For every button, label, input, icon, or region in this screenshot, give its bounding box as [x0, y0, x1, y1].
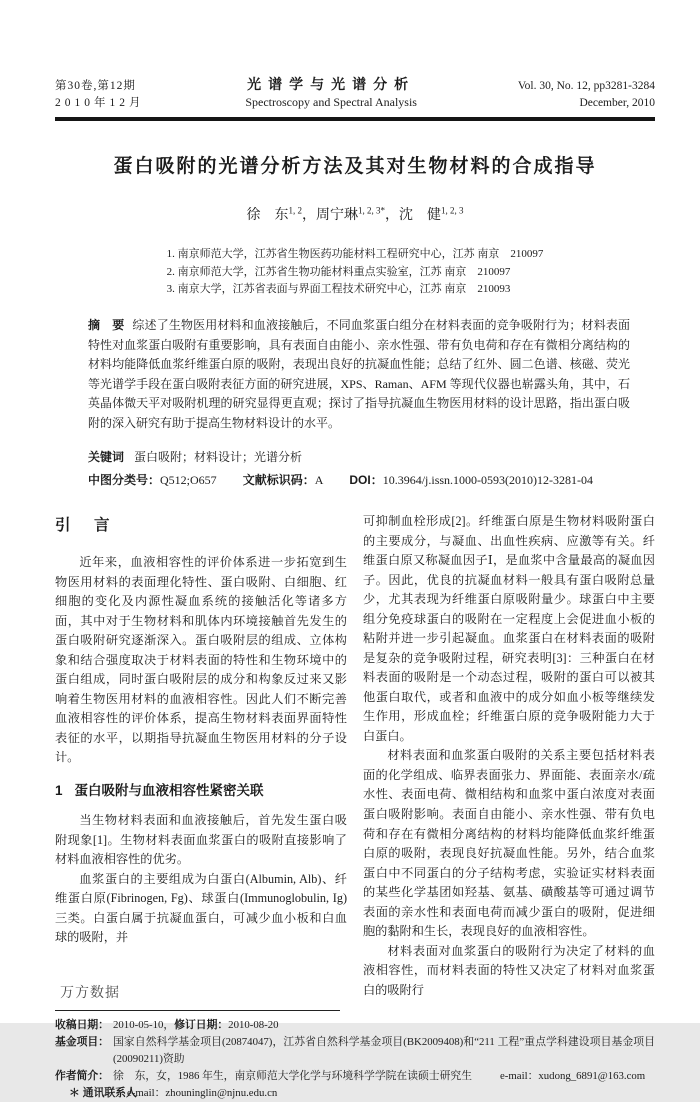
body-paragraph: 血浆蛋白的主要组成为白蛋白(Albumin, Alb)、纤维蛋白原(Fibrinogen, Fg)、球蛋白(Immunoglobulin, Ig)三类。白蛋白属于抗凝血蛋白，可减少血小板和白血球的吸附，并 [55, 871, 347, 945]
author-separator: ， [385, 208, 399, 224]
footnote-author-bio [55, 1068, 655, 1085]
corresponding-label: ＊ 通讯联系人 [69, 1087, 137, 1100]
author-affil-sup: 1, 2, 3 [441, 205, 464, 216]
header-volume-issue-en [518, 78, 655, 111]
date-cn: 2010年12月 [55, 97, 145, 110]
doi-label: DOI： [349, 473, 383, 488]
clc-label: 中图分类号： [88, 473, 161, 488]
front-matter [55, 316, 655, 488]
abstract-label: 摘 要 [88, 317, 125, 332]
affiliation-item: 1. 南京师范大学，江苏省生物医药功能材料工程研究中心，江苏 南京 210097 [166, 248, 544, 261]
bio-email: e-mail：xudong_6891@163.com [500, 1070, 646, 1083]
classification-line [88, 471, 630, 488]
body-columns [55, 512, 655, 1000]
intro-heading: 引 言 [55, 517, 114, 535]
volume-issue-en: Vol. 30, No. 12, pp3281-3284 [517, 80, 655, 93]
revised-value: 2010-08-20 [228, 1019, 279, 1032]
received-value: 2010-05-10， [113, 1019, 175, 1032]
author: 沈 健$^{1, 2, 3}$ [399, 205, 464, 224]
affiliations [55, 246, 655, 299]
volume-issue-cn: 第30卷,第12期 [55, 80, 136, 93]
header-volume-issue-cn [55, 78, 145, 111]
affiliation-item: 2. 南京师范大学，江苏省生物功能材料重点实验室，江苏 南京 210097 [166, 265, 511, 278]
author-line [55, 204, 655, 224]
footnote-rule [55, 1010, 340, 1011]
section-title: 蛋白吸附与血液相容性紧密关联 [74, 782, 264, 798]
journal-title-en: Spectroscopy and Spectral Analysis [245, 95, 417, 110]
right-column [363, 512, 655, 1000]
footnote-corresponding [55, 1085, 655, 1102]
intro-paragraph: 近年来，血液相容性的评价体系进一步拓宽到生物医用材料的表面理化特性、蛋白吸附、白细胞、红细胞的变化及内源性凝血系统的接触活化等诸多方面，其中对于生物材料和肌体内环境接触首先发生的蛋白吸附研究逐渐深入。蛋白吸附层的组成、立体构象和结合强度取决于材料表面的特性和生物环境中的蛋白组成，同时蛋白吸附层的成分和构象反过来又影响着生物医用材料的血液相容性。因此人们不断完善血液相容性的评价体系，提高生物材料表面界面特性表征的水平，以期指导抗凝血生物医用材料的分子设计。 [55, 555, 347, 765]
paper-title: 蛋白吸附的光谱分析方法及其对生物材料的合成指导 [113, 156, 597, 178]
wanfang-watermark: 万方数据 [60, 984, 120, 1000]
left-column [55, 512, 347, 1000]
author: 周宁琳$^{1, 2, 3*}$ [316, 205, 385, 224]
journal-title-cn: 光谱学与光谱分析 [247, 76, 416, 92]
body-paragraph: 材料表面和血浆蛋白吸附的关系主要包括材料表面的化学组成、临界表面张力、界面能、表面亲水/疏水性、表面电荷、微相结构和血浆中蛋白浓度对表面蛋白吸附影响。表面自由能小、亲水性强、带有负电荷和存在有微相分离结构的材料均能降低血浆纤维蛋白原的吸附，表现良好抗凝血性能。另外，结合血浆蛋白中不同蛋白的分子结构考虑，实验证实材料表面的某些化学基团如羟基、氨基、磺酸基等可通过调节表面的亲水性和表面电荷而减少蛋白的吸附，促进细胞的黏附和生长，表现良好的血液相容性。 [363, 748, 655, 939]
keywords-label: 关键词 [88, 450, 125, 465]
journal-title-block [245, 74, 417, 112]
footnotes [55, 1017, 655, 1102]
body-paragraph: 材料表面对血浆蛋白的吸附行为决定了材料的血液相容性，而材料表面的特性又决定了材料对血浆蛋白的吸附行 [363, 943, 655, 997]
journal-header [55, 74, 655, 112]
funding-value: 国家自然科学基金项目(20874047)，江苏省自然科学基金项目(BK2009408)和“211 工程”重点学科建设项目基金项目(20090211)资助 [113, 1036, 655, 1066]
corresponding-email: e-mail：zhouninglin@njnu.edu.cn [127, 1087, 278, 1100]
date-en: December, 2010 [579, 97, 655, 110]
abstract-text: 综述了生物医用材料和血液接触后，不同血浆蛋白组分在材料表面的竞争吸附行为；材料表面特性对血浆蛋白吸附有重要影响，具有表面自由能小、亲水性强、带有负电荷和存在有微相分离结构的材料均能降低血浆纤维蛋白原的吸附，表现出良好的抗凝血性能；总结了红外、圆二色谱、核磁、荧光等光谱学手段在蛋白吸附表征方面的研究进展，XPS、Raman、AFM 等现代仪器也崭露头角，其中，石英晶体微天平对吸附机理的研究显得更直观；探讨了指导抗凝血生物医用材料的设计思路，指出蛋白吸附的深入研究有助于提高生物材料设计的水平。 [88, 317, 630, 430]
keywords-line [88, 448, 630, 465]
affiliation-item: 3. 南京大学，江苏省表面与界面工程技术研究中心，江苏 南京 210093 [166, 283, 511, 296]
header-rule [55, 117, 655, 122]
author-separator: ， [302, 208, 316, 224]
clc-value: Q512;O657 [160, 473, 217, 488]
doc-code-value: A [314, 473, 324, 488]
bio-label: 作者简介： [55, 1070, 109, 1083]
footnote-dates [55, 1017, 655, 1034]
bio-value: 徐 东，女，1986 年生，南京师范大学化学与环境科学学院在读硕士研究生 [113, 1070, 472, 1083]
revised-label: 修订日期： [174, 1019, 229, 1032]
abstract [88, 316, 630, 433]
section-number: 1 [55, 782, 63, 798]
funding-label: 基金项目： [55, 1036, 109, 1049]
received-label: 收稿日期： [55, 1019, 109, 1032]
footnote-funding [55, 1034, 655, 1068]
author-affil-sup: 1, 2, 3* [358, 205, 385, 216]
keywords-text: 蛋白吸附；材料设计；光谱分析 [134, 450, 303, 465]
doc-code-label: 文献标识码： [242, 473, 315, 488]
body-paragraph: 当生物材料表面和血液接触后，首先发生蛋白吸附现象[1]。生物材料表面血浆蛋白的吸附直接影响了材料血液相容性的优劣。 [55, 813, 347, 867]
author-affil-sup: 1, 2 [288, 205, 302, 216]
section-1-heading [55, 780, 347, 802]
author: 徐 东$^{1, 2}$ [246, 205, 302, 224]
doi-value: 10.3964/j.issn.1000-0593(2010)12-3281-04 [382, 473, 594, 488]
body-paragraph: 可抑制血栓形成[2]。纤维蛋白原是生物材料吸附蛋白的主要成分，与凝血、出血性疾病、应激等有关。纤维蛋白原又称凝血因子Ⅰ，是血浆中含量最高的凝血因子。因此，优良的抗凝血材料一般具有蛋白吸附总量少，尤其表现为纤维蛋白原吸附量少。球蛋白中主要组分免疫球蛋白的吸附在一定程度上会促进血小板的粘附并进一步引起凝血。血浆蛋白在材料表面的吸附是复杂的竞争吸附过程，研究表明[3]：三种蛋白在材料表面的吸附是一个动态过程，吸附的蛋白可以被其他蛋白取代，或者和血液中的成分如血小板等继续发生作用，形成血栓；纤维蛋白原的竞争吸附能力大于白蛋白。 [363, 514, 655, 743]
